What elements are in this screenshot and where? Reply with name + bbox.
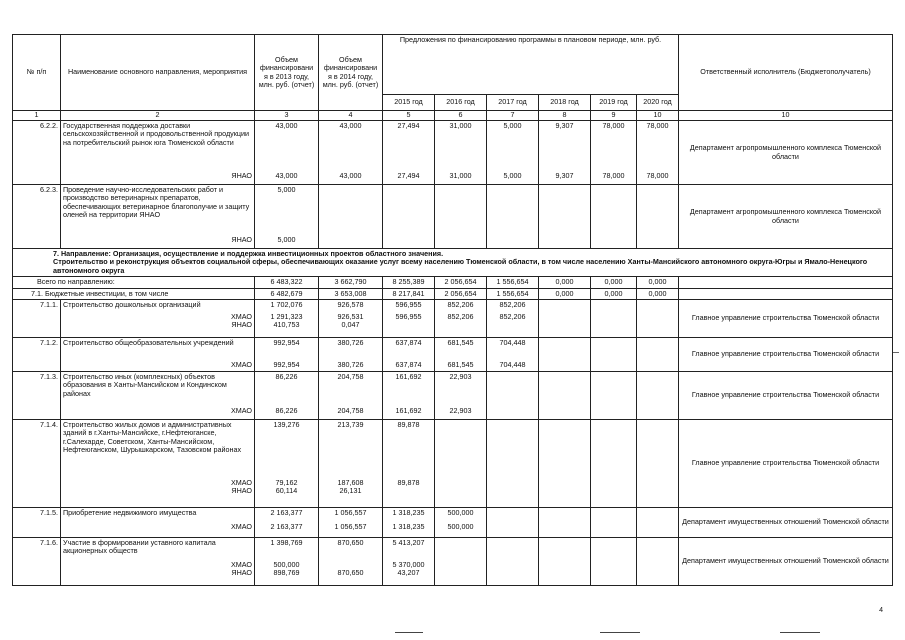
executor: Главное управление строительства Тюменской области (679, 338, 893, 372)
value-2014: 213,739 187,608 26,131 (319, 420, 383, 508)
row-name: Строительство дошкольных организаций (63, 300, 201, 310)
executor: Главное управление строительства Тюменской области (679, 420, 893, 508)
value-2013: 139,276 79,162 60,114 (255, 420, 319, 508)
region-label: ЯНАО (231, 568, 252, 578)
colnum-8: 8 (539, 111, 591, 121)
total-2015: 8 255,389 (383, 277, 435, 288)
value-2014: 380,726 380,726 (319, 338, 383, 372)
row-name-cell (61, 372, 255, 420)
value-2015: 27,494 27,494 (383, 121, 435, 185)
colnum-10: 10 (637, 111, 679, 121)
row-index: 7.1.4. (13, 420, 61, 508)
row-index: 7.1.5. (13, 508, 61, 538)
region-label: ХМАО (230, 560, 252, 570)
subtotal-2016: 2 056,654 (435, 288, 487, 299)
value-2016: 852,206 852,206 (435, 300, 487, 338)
value-2019 (591, 300, 637, 338)
value-2015 (383, 185, 435, 249)
colnum-9: 9 (591, 111, 637, 121)
executor: Главное управление строительства Тюменской области (679, 300, 893, 338)
value-2014: 1 056,557 1 056,557 (319, 508, 383, 538)
value-2019 (591, 420, 637, 508)
direction-row (13, 249, 893, 277)
value-2019: 78,000 78,000 (591, 121, 637, 185)
subtotal-2018: 0,000 (539, 288, 591, 299)
region-label: ХМАО (230, 360, 252, 370)
region-label: ХМАО (230, 312, 252, 322)
value-2013: 2 163,377 2 163,377 (255, 508, 319, 538)
value-2018: 9,307 9,307 (539, 121, 591, 185)
value-2016: 22,903 22,903 (435, 372, 487, 420)
value-2013: 992,954 992,954 (255, 338, 319, 372)
executor: Департамент агропромышленного комплекса Тюменской области (679, 121, 893, 185)
total-2014: 3 662,790 (319, 277, 383, 288)
header-vol-2014: Объем финансировани я в 2014 году, млн. руб. (отчет) (319, 35, 383, 111)
header-year-2019: 2019 год (591, 95, 637, 111)
value-2020: 78,000 78,000 (637, 121, 679, 185)
value-2020 (637, 538, 679, 586)
value-2013: 5,000 5,000 (255, 185, 319, 249)
total-2018: 0,000 (539, 277, 591, 288)
footer-mark (395, 632, 423, 633)
value-2013: 86,226 86,226 (255, 372, 319, 420)
total-row (13, 277, 893, 288)
header-name: Наименование основного направления, мероприятия (61, 35, 255, 111)
colnum-4: 4 (319, 111, 383, 121)
row-name: Государственная поддержка доставки сельскохозяйственной и продовольственной продукции на потребительский рынок юга Тюменской области (63, 121, 250, 147)
row-name-cell (61, 121, 255, 185)
value-2017: 852,206 852,206 (487, 300, 539, 338)
value-2017 (487, 420, 539, 508)
direction-title (13, 249, 893, 277)
value-2016: 681,545 681,545 (435, 338, 487, 372)
row-name: Приобретение недвижимого имущества (63, 508, 197, 518)
value-2019 (591, 538, 637, 586)
subtotal-2013: 6 482,679 (255, 288, 319, 299)
value-2016 (435, 538, 487, 586)
value-2020 (637, 372, 679, 420)
value-2017 (487, 538, 539, 586)
direction-line-2: Строительство и реконструкция объектов социальной сферы, обеспечивающих оказание услуг всему населению Тюменской области, в том числе населению Ханты-Мансийского автономного округа-Югры и Ямало-Ненецкого автономного округа (53, 257, 868, 275)
header-year-2015: 2015 год (383, 95, 435, 111)
header-vol-2013: Объем финансировани я в 2013 году, млн. руб. (отчет) (255, 35, 319, 111)
region-label: ХМАО (230, 406, 252, 416)
direction-line-1: 7. Направление: Организация, осуществление и поддержка инвестиционных проектов областного значения. (53, 249, 444, 258)
region-label: ЯНАО (231, 486, 252, 496)
value-2017: 704,448 704,448 (487, 338, 539, 372)
row-index: 7.1.2. (13, 338, 61, 372)
value-2015: 596,955 596,955 (383, 300, 435, 338)
header-proposals: Предложения по финансированию программы в плановом периоде, млн. руб. (383, 35, 679, 95)
value-2017 (487, 508, 539, 538)
value-2014: 926,578 926,531 0,047 (319, 300, 383, 338)
value-2013: 1 702,076 1 291,323 410,753 (255, 300, 319, 338)
region-label: ЯНАО (231, 320, 252, 330)
value-2018 (539, 372, 591, 420)
table-row (13, 372, 893, 420)
value-2020 (637, 420, 679, 508)
row-name-cell (61, 338, 255, 372)
colnum-6: 6 (435, 111, 487, 121)
value-2016: 31,000 31,000 (435, 121, 487, 185)
row-name: Участие в формировании уставного капитала акционерных обществ (63, 538, 216, 556)
subtotal-2020: 0,000 (637, 288, 679, 299)
value-2018 (539, 300, 591, 338)
subtotal-2019: 0,000 (591, 288, 637, 299)
row-name-cell (61, 420, 255, 508)
value-2013: 43,000 43,000 (255, 121, 319, 185)
row-index: 6.2.2. (13, 121, 61, 185)
colnum-3: 3 (255, 111, 319, 121)
value-2015: 161,692 161,692 (383, 372, 435, 420)
region-label: ХМАО (230, 522, 252, 532)
value-2016 (435, 185, 487, 249)
total-label: Всего по направлению: (13, 277, 255, 288)
value-2017 (487, 372, 539, 420)
executor: Департамент имущественных отношений Тюменской области (679, 538, 893, 586)
value-2019 (591, 372, 637, 420)
value-2020 (637, 185, 679, 249)
value-2018 (539, 185, 591, 249)
value-2019 (591, 508, 637, 538)
colnum-2: 2 (61, 111, 255, 121)
table-row (13, 538, 893, 586)
row-name: Строительство общеобразовательных учреждений (63, 338, 234, 348)
subtotal-2015: 8 217,841 (383, 288, 435, 299)
value-2018 (539, 538, 591, 586)
colnum-10b: 10 (679, 111, 893, 121)
table-row (13, 300, 893, 338)
table-row (13, 185, 893, 249)
executor: Департамент имущественных отношений Тюменской области (679, 508, 893, 538)
value-2015: 5 413,207 5 370,000 43,207 (383, 538, 435, 586)
footer-mark (780, 632, 820, 633)
header-year-2018: 2018 год (539, 95, 591, 111)
region-label: ХМАО (230, 478, 252, 488)
subtotal-executor (679, 288, 893, 299)
row-name: Проведение научно-исследовательских работ и производство ветеринарных препаратов, обеспечивающих ветеринарное благополучие и защиту оленей на территории ЯНАО (63, 185, 250, 220)
region-label: ЯНАО (231, 171, 252, 180)
subtotal-2014: 3 653,008 (319, 288, 383, 299)
value-2018 (539, 508, 591, 538)
row-name-cell (61, 185, 255, 249)
value-2019 (591, 185, 637, 249)
value-2014: 870,650 870,650 (319, 538, 383, 586)
region-label: ЯНАО (231, 235, 252, 244)
page-number: 4 (879, 607, 883, 614)
executor: Главное управление строительства Тюменской области (679, 372, 893, 420)
value-2014: 204,758 204,758 (319, 372, 383, 420)
row-name-cell (61, 538, 255, 586)
colnum-7: 7 (487, 111, 539, 121)
value-2015: 89,878 89,878 (383, 420, 435, 508)
value-2015: 1 318,235 1 318,235 (383, 508, 435, 538)
table-row (13, 420, 893, 508)
row-name: Строительство иных (комплексных) объектов образования в Ханты-Мансийском и Кондинском районах (63, 372, 227, 398)
table-row (13, 508, 893, 538)
value-2016: 500,000 500,000 (435, 508, 487, 538)
total-2016: 2 056,654 (435, 277, 487, 288)
value-2020 (637, 338, 679, 372)
row-index: 7.1.3. (13, 372, 61, 420)
header-no: № п/п (13, 35, 61, 111)
value-2013: 1 398,769 500,000 898,769 (255, 538, 319, 586)
header-year-2020: 2020 год (637, 95, 679, 111)
row-index: 6.2.3. (13, 185, 61, 249)
column-number-row (13, 111, 893, 121)
subtotal-row (13, 288, 893, 299)
colnum-5: 5 (383, 111, 435, 121)
value-2016 (435, 420, 487, 508)
budget-table (12, 34, 893, 586)
value-2018 (539, 338, 591, 372)
table-row (13, 121, 893, 185)
executor: Департамент агропромышленного комплекса Тюменской области (679, 185, 893, 249)
value-2018 (539, 420, 591, 508)
row-name-cell (61, 300, 255, 338)
total-2020: 0,000 (637, 277, 679, 288)
subtotal-label: 7.1. Бюджетные инвестиции, в том числе (13, 288, 255, 299)
row-name-cell (61, 508, 255, 538)
subtotal-2017: 1 556,654 (487, 288, 539, 299)
margin-mark (893, 352, 899, 353)
total-executor (679, 277, 893, 288)
total-2019: 0,000 (591, 277, 637, 288)
value-2017 (487, 185, 539, 249)
total-2013: 6 483,322 (255, 277, 319, 288)
value-2014: 43,000 43,000 (319, 121, 383, 185)
row-index: 7.1.6. (13, 538, 61, 586)
header-year-2017: 2017 год (487, 95, 539, 111)
value-2020 (637, 300, 679, 338)
value-2020 (637, 508, 679, 538)
table-row (13, 338, 893, 372)
header-year-2016: 2016 год (435, 95, 487, 111)
value-2019 (591, 338, 637, 372)
row-name: Строительство жилых домов и административных зданий в г.Ханты-Мансийске, г.Нефтеюганске, г.Салехарде, Советском, Ханты-Мансийском, Нефтеюганском, Шурышкарском, Тазовском районах (63, 420, 242, 455)
value-2015: 637,874 637,874 (383, 338, 435, 372)
header-executor: Ответственный исполнитель (Бюджетополучатель) (679, 35, 893, 111)
colnum-1: 1 (13, 111, 61, 121)
value-2014 (319, 185, 383, 249)
total-2017: 1 556,654 (487, 277, 539, 288)
budget-table-sheet (12, 34, 893, 586)
row-index: 7.1.1. (13, 300, 61, 338)
footer-mark (600, 632, 640, 633)
value-2017: 5,000 5,000 (487, 121, 539, 185)
